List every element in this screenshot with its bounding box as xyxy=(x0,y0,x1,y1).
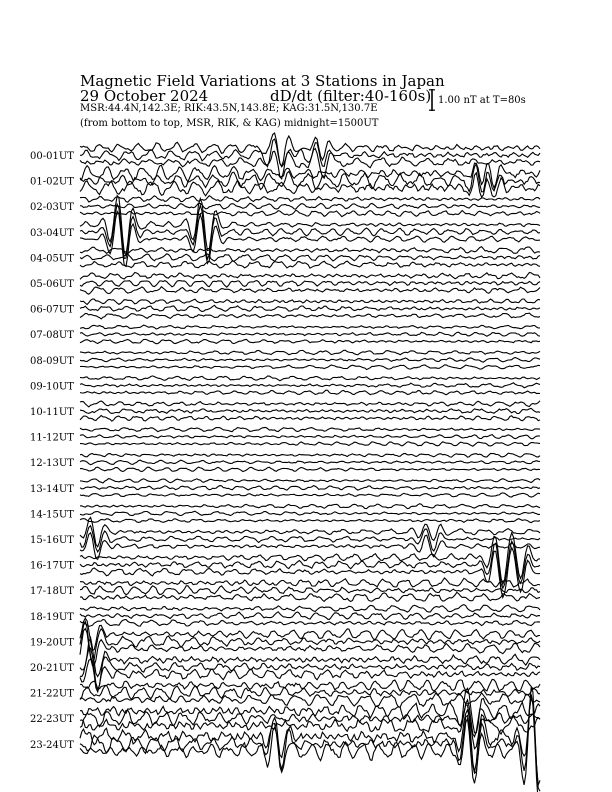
row-label: 16-17UT xyxy=(30,560,74,572)
trace-line-rik xyxy=(80,358,540,363)
trace-line-kag xyxy=(80,401,540,407)
trace-line-msr xyxy=(80,261,540,268)
trace-line-kag xyxy=(80,299,540,305)
row-label: 10-11UT xyxy=(30,407,74,418)
trace-line-rik xyxy=(80,203,540,209)
row-label: 13-14UT xyxy=(30,483,74,495)
trace-line-msr xyxy=(80,519,540,523)
trace-line-kag xyxy=(80,427,540,431)
row-label: 09-10UT xyxy=(30,381,74,393)
trace-line-msr xyxy=(80,339,540,343)
trace-line-rik xyxy=(80,622,540,663)
trace-line-rik xyxy=(80,383,540,388)
trace-line-rik xyxy=(80,254,540,262)
row-label: 20-21UT xyxy=(30,663,74,674)
row-label: 18-19UT xyxy=(30,611,74,623)
trace-line-rik xyxy=(80,648,540,690)
trace-line-kag xyxy=(80,504,540,509)
chart-filter: dD/dt (filter:40-160s) xyxy=(270,87,432,105)
trace-line-kag xyxy=(80,605,540,613)
trace-line-rik xyxy=(80,612,540,620)
trace-line-kag xyxy=(80,578,540,587)
row-label: 07-08UT xyxy=(30,330,74,342)
trace-line-rik xyxy=(80,460,540,465)
row-label: 01-02UT xyxy=(30,176,74,188)
row-label: 11-12UT xyxy=(30,432,74,444)
row-label: 21-22UT xyxy=(30,688,74,700)
trace-line-kag xyxy=(80,196,540,203)
row-label: 22-23UT xyxy=(30,714,74,726)
trace-line-msr xyxy=(80,493,540,497)
row-label: 17-18UT xyxy=(30,586,74,598)
row-label: 14-15UT xyxy=(30,509,74,521)
trace-line-msr xyxy=(80,620,540,627)
trace-line-kag xyxy=(80,679,540,692)
trace-line-kag xyxy=(80,376,540,381)
trace-line-rik xyxy=(80,486,540,491)
trace-line-rik xyxy=(80,511,540,515)
row-label: 23-24UT xyxy=(30,739,74,751)
trace-line-msr xyxy=(80,313,540,319)
trace-line-rik xyxy=(80,281,540,288)
trace-line-kag xyxy=(80,479,540,483)
trace-line-kag xyxy=(80,453,540,457)
trace-line-kag xyxy=(80,325,540,329)
trace-line-kag xyxy=(80,638,540,677)
trace-line-msr xyxy=(80,365,540,370)
trace-line-msr xyxy=(80,390,540,395)
trace-line-msr xyxy=(80,287,540,295)
trace-order-note: (from bottom to top, MSR, RIK, & KAG) midnight=1500UT xyxy=(80,118,379,129)
chart-date: 29 October 2024 xyxy=(80,87,209,105)
trace-line-msr xyxy=(80,149,540,179)
trace-line-rik xyxy=(80,332,540,336)
trace-line-kag xyxy=(80,517,540,546)
trace-line-rik xyxy=(80,305,540,311)
row-label: 19-20UT xyxy=(30,637,74,649)
row-label: 15-16UT xyxy=(30,535,74,546)
row-label: 02-03UT xyxy=(30,202,74,214)
trace-line-rik xyxy=(80,435,540,439)
trace-line-kag xyxy=(80,247,540,254)
row-label: 03-04UT xyxy=(30,227,74,239)
row-label: 04-05UT xyxy=(30,253,74,265)
trace-line-rik xyxy=(80,164,540,192)
trace-line-kag xyxy=(80,350,540,355)
trace-line-msr xyxy=(80,416,540,422)
station-coordinates: MSR:44.4N,142.3E; RIK:43.5N,143.8E; KAG:31.5N,130.7E xyxy=(80,103,378,114)
row-label: 05-06UT xyxy=(30,279,74,290)
scale-label: 1.00 nT at T=80s xyxy=(438,95,526,106)
trace-line-rik xyxy=(80,408,540,413)
row-label: 12-13UT xyxy=(30,458,74,470)
trace-line-msr xyxy=(80,210,540,217)
row-label: 08-09UT xyxy=(30,355,74,367)
trace-line-msr xyxy=(80,592,540,601)
row-label: 06-07UT xyxy=(30,304,74,316)
trace-line-msr xyxy=(80,442,540,446)
chart-title: Magnetic Field Variations at 3 Stations in Japan xyxy=(80,72,445,90)
trace-line-kag xyxy=(80,273,540,280)
trace-line-msr xyxy=(80,467,540,471)
row-label: 00-01UT xyxy=(30,151,74,162)
